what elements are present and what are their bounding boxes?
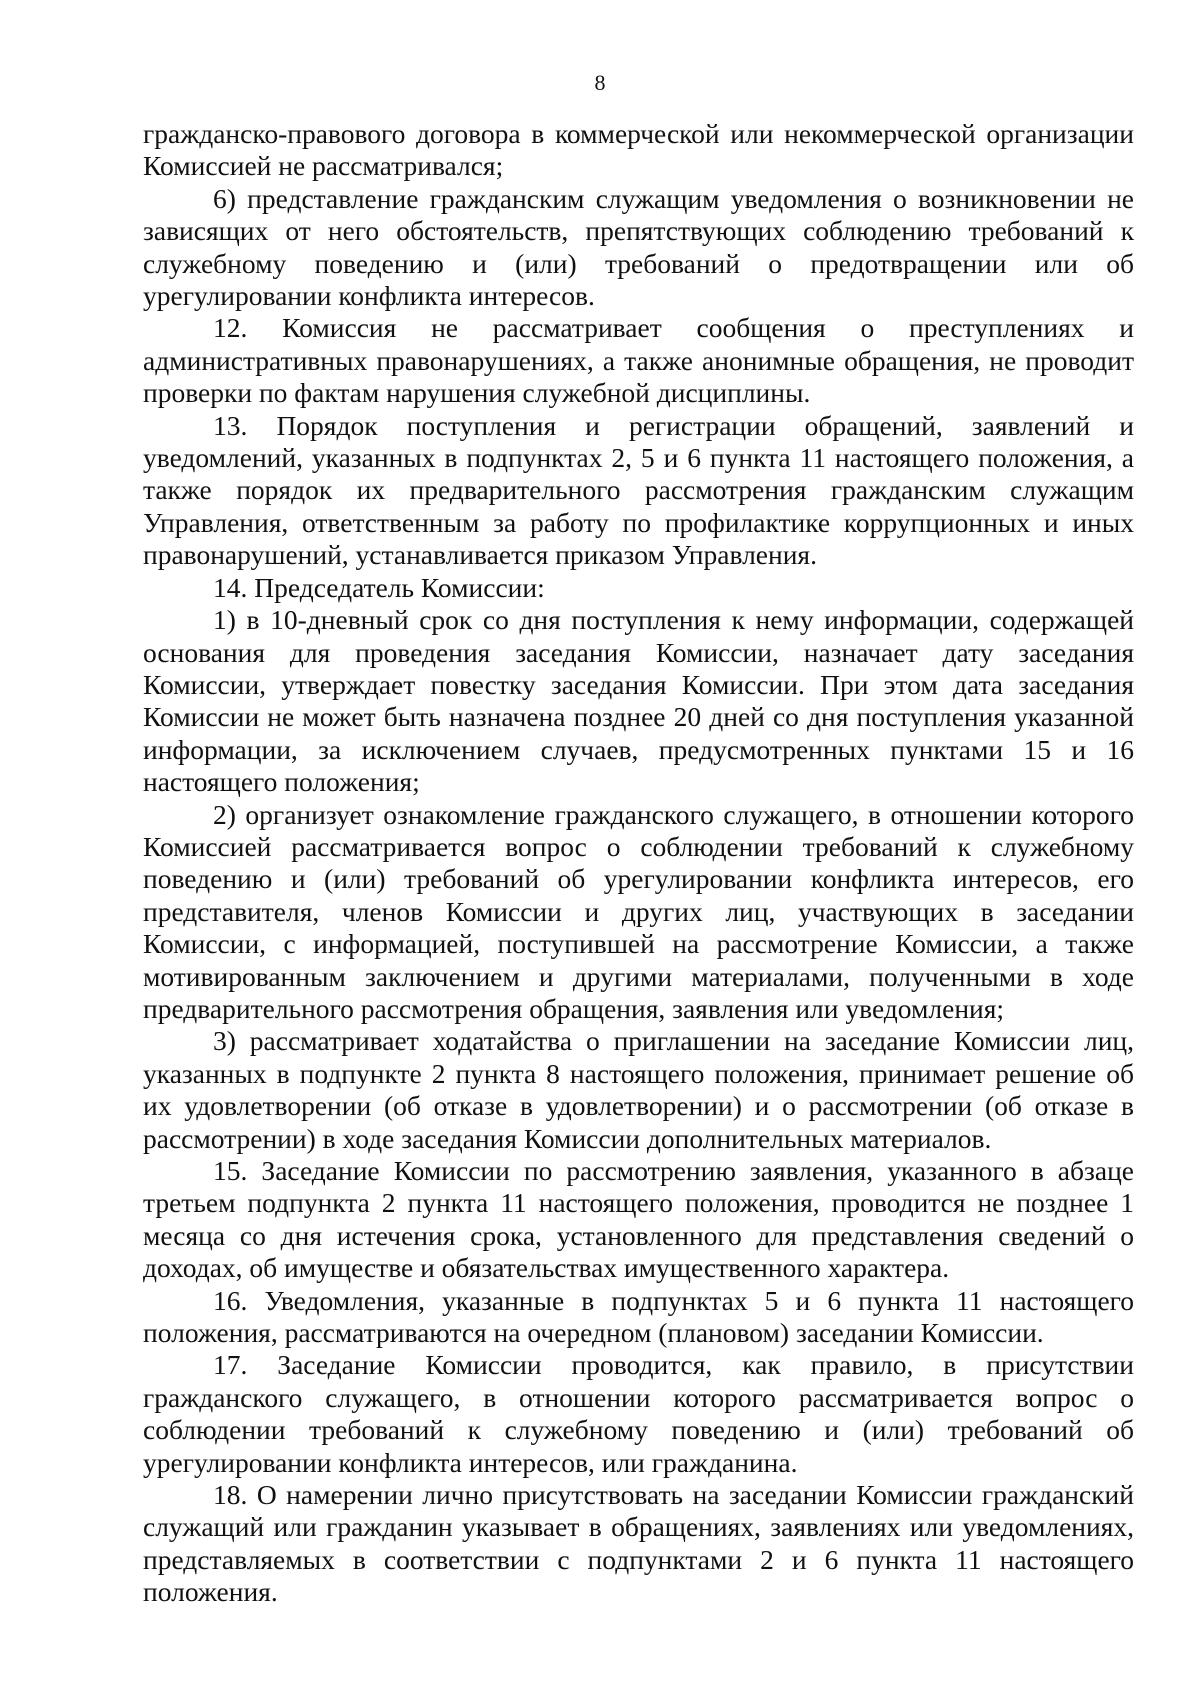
paragraph: 3) рассматривает ходатайства о приглашении на заседание Комиссии лиц, указанных в подпункте 2 пункта 8 настоящего положения, принимает решение об их удовлетворении (об отказе в удовлетворении) и о рассмотрении (об отказе в рассмотрении) в ходе заседания Комиссии дополнительных материалов. (143, 1025, 1134, 1154)
paragraph: гражданско-правового договора в коммерческой или некоммерческой организации Комиссией не рассматривался; (143, 118, 1134, 182)
paragraph: 14. Председатель Комиссии: (213, 571, 545, 603)
paragraph: 2) организует ознакомление гражданского служащего, в отношении которого Комиссией рассматривается вопрос о соблюдении требований к служебному поведению и (или) требований об урегулировании конфликта интересов, его представителя, членов Комиссии и других лиц, участвующих в заседании Комиссии, с информацией, поступившей на рассмотрение Комиссии, а также мотивированным заключением и другими материалами, полученными в ходе предварительного рассмотрения обращения, заявления или уведомления; (143, 798, 1134, 1024)
paragraph: 15. Заседание Комиссии по рассмотрению заявления, указанного в абзаце третьем подпункта 2 пункта 11 настоящего положения, проводится не позднее 1 месяца со дня истечения срока, установленного для представления сведений о доходах, об имуществе и обязательствах имущественного характера. (143, 1155, 1134, 1284)
document-body (143, 118, 1134, 1609)
paragraph: 18. О намерении лично присутствовать на заседании Комиссии гражданский служащий или гражданин указывает в обращениях, заявлениях или уведомлениях, представляемых в соответствии с подпунктами 2 и 6 пункта 11 настоящего положения. (143, 1479, 1134, 1608)
paragraph: 17. Заседание Комиссии проводится, как правило, в присутствии гражданского служащего, в отношении которого рассматривается вопрос о соблюдении требований к служебному поведению и (или) требований об урегулировании конфликта интересов, или гражданина. (143, 1349, 1134, 1478)
paragraph: 12. Комиссия не рассматривает сообщения о преступлениях и административных правонарушениях, а также анонимные обращения, не проводит проверки по фактам нарушения служебной дисциплины. (143, 312, 1134, 409)
paragraph: 16. Уведомления, указанные в подпунктах 5 и 6 пункта 11 настоящего положения, рассматриваются на очередном (плановом) заседании Комиссии. (143, 1284, 1134, 1349)
paragraph: 1) в 10-дневный срок со дня поступления к нему информации, содержащей основания для проведения заседания Комиссии, назначает дату заседания Комиссии, утверждает повестку заседания Комиссии. При этом дата заседания Комиссии не может быть назначена позднее 20 дней со дня поступления указанной информации, за исключением случаев, предусмотренных пунктами 15 и 16 настоящего положения; (143, 604, 1134, 798)
paragraph: 6) представление гражданским служащим уведомления о возникновении не зависящих от него обстоятельств, препятствующих соблюдению требований к служебному поведению и (или) требований о предотвращении или об урегулировании конфликта интересов. (143, 182, 1134, 312)
page-number: 8 (594, 70, 606, 95)
paragraph: 13. Порядок поступления и регистрации обращений, заявлений и уведомлений, указанных в подпунктах 2, 5 и 6 пункта 11 настоящего положения, а также порядок их предварительного рассмотрения гражданским служащим Управления, ответственным за работу по профилактике коррупционных и иных правонарушений, устанавливается приказом Управления. (143, 409, 1134, 571)
